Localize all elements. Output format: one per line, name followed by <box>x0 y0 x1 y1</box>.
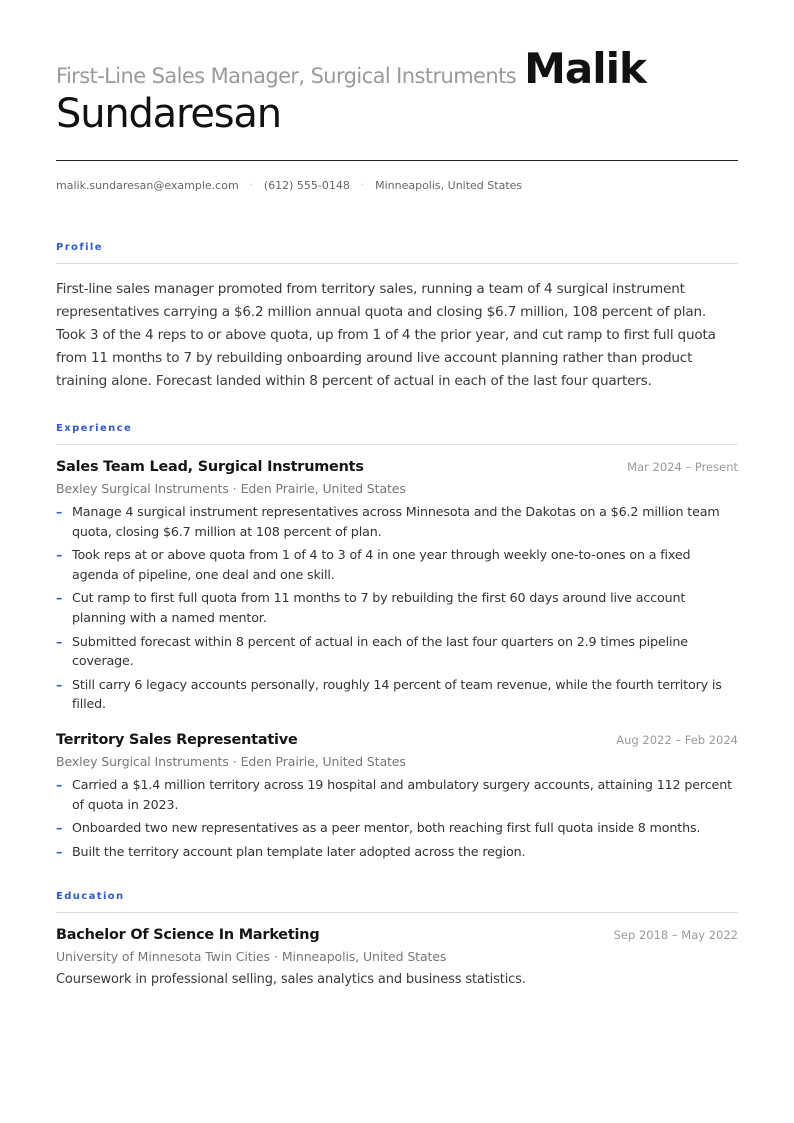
job-entry-dates: Mar 2024 – Present <box>627 460 738 474</box>
resume-content <box>56 44 738 988</box>
org-separator: · <box>232 481 237 496</box>
bullet-dash: – <box>56 547 63 563</box>
school-location: Minneapolis, United States <box>281 949 447 965</box>
bullet-item <box>56 632 738 671</box>
company-location: Eden Prairie, United States <box>240 481 406 496</box>
job-entry-org <box>56 754 738 769</box>
bullet-text: Cut ramp to first full quota from 11 months to 7 by rebuilding the first 60 days around live account planning with a named mentor. <box>72 590 686 625</box>
bullet-item <box>56 588 738 627</box>
degree-title: Bachelor Of Science In Marketing <box>56 927 320 944</box>
bullet-dash: – <box>56 843 63 859</box>
profile-summary: First-line sales manager promoted from territory sales, running a team of 4 surgical instrument representatives carrying a $6.2 million annual quota and closing $6.7 million, 108 percent of plan. Took 3 of the 4 reps to or above quota, up from 1 of 4 the prior year, and cut ramp to first full quota from 11 months to 7 by rebuilding onboarding around live account planning rather than product training alone. Forecast landed within 8 percent of actual in each of the last four quarters. <box>56 281 716 389</box>
bullet-dash: – <box>56 676 63 692</box>
bullet-item <box>56 818 738 838</box>
entry-header <box>56 927 738 943</box>
education-entry <box>56 927 738 987</box>
bullet-dash: – <box>56 633 63 649</box>
job-bullets <box>56 502 738 714</box>
company-location: Eden Prairie, United States <box>240 753 406 769</box>
company-name: Bexley Surgical Instruments <box>56 753 229 769</box>
bullet-text: Built the territory account plan template later adopted across the region. <box>72 843 526 859</box>
bullet-dash: – <box>56 504 63 519</box>
entry-header <box>56 459 738 475</box>
section-divider <box>56 263 738 264</box>
header-divider <box>56 160 738 161</box>
contact-email[interactable]: malik.sundaresan@example.com <box>56 179 239 192</box>
company-name: Bexley Surgical Instruments <box>56 481 229 496</box>
bullet-item <box>56 502 738 541</box>
contact-separator: · <box>360 180 365 191</box>
job-entry-org <box>56 481 738 496</box>
bullet-text: Took reps at or above quota from 1 of 4 to 3 of 4 in one year through weekly one-to-ones on a fixed agenda of pipeline, one deal and one skill. <box>72 547 691 582</box>
bullet-text: Carried a $1.4 million territory across 19 hospital and ambulatory surgery accounts, attaining 112 percent of quota in 2023. <box>72 776 732 812</box>
education-org <box>56 949 738 964</box>
bullet-text: Still carry 6 legacy accounts personally, roughly 14 percent of team revenue, while the fourth territory is filled. <box>72 676 722 712</box>
experience-entry <box>56 459 738 714</box>
last-name: Sundaresan <box>56 91 281 137</box>
section-title-education: Education <box>56 891 125 903</box>
job-entry-title: Sales Team Lead, Surgical Instruments <box>56 459 364 475</box>
bullet-dash: – <box>56 776 63 792</box>
section-divider <box>56 444 738 445</box>
resume-header <box>56 44 738 137</box>
bullet-item <box>56 775 738 814</box>
bullet-text: Manage 4 surgical instrument representatives across Minnesota and the Dakotas on a $6.2 million team quota, closing $6.7 million at 108 percent of plan. <box>72 504 720 539</box>
section-title-experience: Experience <box>56 423 133 434</box>
education-note: Coursework in professional selling, sales analytics and business statistics. <box>56 972 526 988</box>
job-entry-dates: Aug 2022 – Feb 2024 <box>616 732 738 747</box>
org-separator: · <box>273 949 278 965</box>
bullet-item <box>56 842 738 862</box>
entry-header <box>56 732 738 748</box>
bullet-dash: – <box>56 820 63 836</box>
bullet-dash: – <box>56 590 63 606</box>
org-separator: · <box>232 753 237 769</box>
first-name: Malik <box>524 44 646 93</box>
bullet-text: Onboarded two new representatives as a peer mentor, both reaching first full quota inside 8 months. <box>72 820 701 836</box>
section-divider <box>56 912 738 913</box>
bullet-item <box>56 675 738 714</box>
contact-separator: · <box>249 180 253 191</box>
contact-phone[interactable]: (612) 555-0148 <box>263 179 350 192</box>
contact-location: Minneapolis, United States <box>375 179 523 192</box>
bullet-item <box>56 545 738 584</box>
job-title: First-Line Sales Manager, Surgical Instruments <box>56 64 517 88</box>
education-dates: Sep 2018 – May 2022 <box>613 928 738 943</box>
bullet-text: Submitted forecast within 8 percent of actual in each of the last four quarters on 2.9 times pipeline coverage. <box>72 633 688 669</box>
contact-line <box>56 179 738 192</box>
section-title-profile: Profile <box>56 242 103 253</box>
job-bullets <box>56 775 738 861</box>
job-entry-title: Territory Sales Representative <box>56 731 298 748</box>
school-name: University of Minnesota Twin Cities <box>56 949 270 965</box>
experience-entry <box>56 732 738 861</box>
